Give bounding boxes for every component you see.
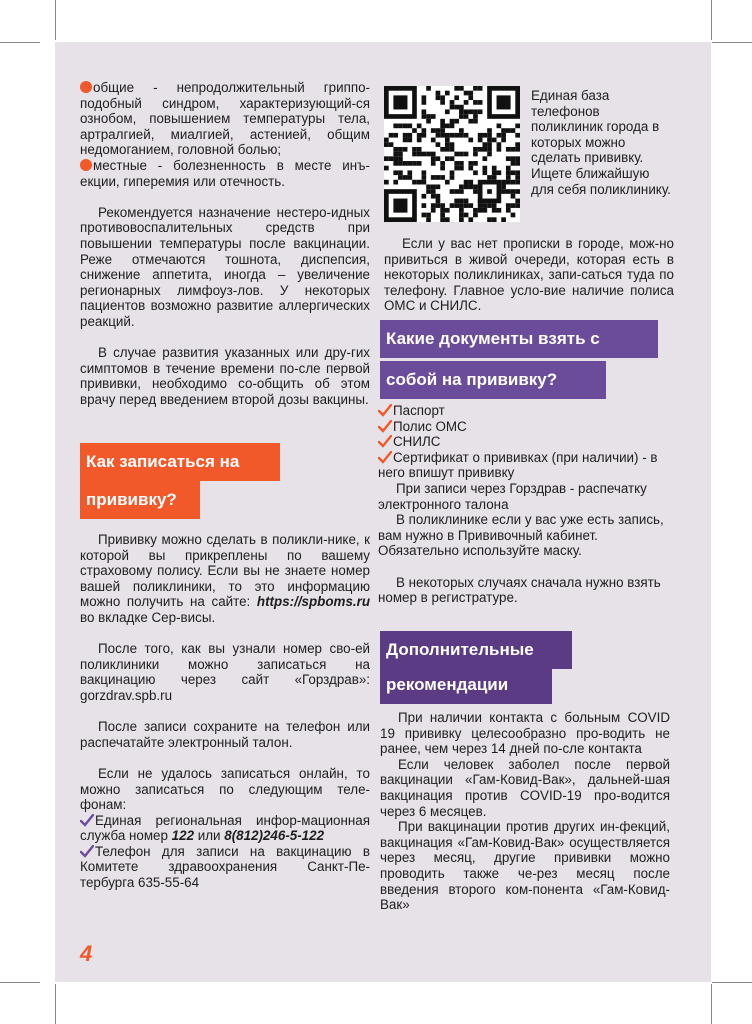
vaccination-room-paragraph: В поликлинике если у вас уже есть запись, вам нужно в Прививочный кабинет. Обязательно используйте маску. — [378, 512, 664, 559]
contact-paragraph: При наличии контакта с больным COVID 19 прививку целесообразно про-водить не ранее, чем через 14 дней по-сле контакта — [380, 710, 670, 757]
doc-passport: Паспорт — [393, 403, 445, 418]
symptoms-paragraph: В случае развития указанных или дру-гих симптомов в течение времени по-сле первой прививки, необходимо со-общить об этом врачу перед введением второй дозы вакцины. — [80, 345, 370, 407]
doc-item — [378, 450, 670, 481]
crop-mark — [711, 984, 712, 1024]
doc-item — [378, 403, 670, 419]
doc-snils: СНИЛС — [393, 434, 441, 450]
heading-documents-line1: Какие документы взять с — [380, 320, 658, 358]
bullet-general — [80, 80, 370, 158]
doc-item — [378, 434, 670, 450]
phone-item-2 — [80, 844, 370, 891]
phone1-text: Единая региональная инфор-мационная служба номер — [80, 812, 370, 844]
qr-caption: Единая база телефонов поликлиник города в которых можно сделать прививку. Ищете ближайшую для себя поликлинику. — [531, 88, 671, 197]
crop-mark — [55, 0, 56, 40]
crop-mark — [712, 982, 752, 983]
bullet-local-text: местные - болезненность в месте инъ-екции, гиперемия или отечность. — [80, 157, 370, 189]
clinic-text: Прививку можно сделать в поликли-нике, к которой вы прикреплены по вашему страховому полису. Если вы не знаете номер вашей поликлиники, то это информацию можно получить на сайте: — [80, 532, 370, 610]
phone2-text: Телефон для записи на вакцинацию в Комитете здравоохранения Санкт-Пе-тербурга 635-55-64 — [80, 843, 370, 891]
check-icon — [80, 814, 94, 827]
check-icon — [378, 404, 392, 417]
phone1-alt-number: 8(812)246-5-122 — [224, 828, 325, 844]
heading-documents-line2: собой на прививку? — [380, 361, 606, 399]
heading-additional-line2: рекомендации — [380, 666, 552, 704]
crop-mark — [711, 0, 712, 40]
check-icon — [378, 435, 392, 448]
bullet-general-text: общие - непродолжительный гриппо-подобный синдром, характеризующий-ся ознобом, повышением температуры тела, артралгией, миалгией, астенией, общим недомоганием, головной болью; — [80, 80, 370, 158]
phone-item-1 — [80, 813, 370, 844]
page-number: 4 — [80, 941, 93, 966]
recommendations — [380, 710, 670, 913]
check-icon — [378, 420, 392, 433]
heading-how-to-book-line2: прививку? — [80, 481, 200, 519]
phones-intro: Если не удалось записаться онлайн, то можно записаться по следующим теле-фонам: — [80, 765, 370, 813]
left-column — [80, 80, 370, 407]
no-registration-paragraph — [384, 236, 674, 314]
phone1-number: 122 — [171, 828, 195, 844]
phone1-or: или — [197, 828, 221, 844]
other-vaccines-paragraph: При вакцинации против других ин-фекций, вакцинация «Гам-Ковид-Вак» осуществляется через месяц, другие прививки можно проводить также че-рез месяц после введения второго ком-понента «Гам-Ковид-Вак» — [380, 819, 670, 913]
doc-certificate: Сертификат о прививках (при наличии) - в него впишут прививку — [378, 449, 658, 481]
doc-item — [378, 419, 670, 435]
heading-additional-line1: Дополнительные — [380, 631, 572, 669]
check-icon — [378, 451, 392, 464]
nsaid-paragraph: Рекомендуется назначение нестеро-идных противовоспалительных средств при повышении температуры после вакцинации. Реже отмечаются тошнота, диспепсия, снижение аппетита, иногда – увеличение регионарных лимфоуз-лов. У некоторых пациентов возможно развитие аллергических реакций. — [80, 204, 370, 329]
heading-how-to-book-line1: Как записаться на — [80, 443, 280, 481]
crop-mark — [55, 984, 56, 1024]
left-column-lower — [80, 532, 370, 891]
bullet-local — [80, 158, 370, 189]
check-icon — [80, 845, 94, 858]
gorzdrav-paragraph: После того, как вы узнали номер сво-ей поликлиники можно записаться на вакцинацию через сайт «Горздрав»: gorzdrav.spb.ru — [80, 641, 370, 703]
no-registration-text: Если у вас нет прописки в городе, мож-но привиться в живой очереди, которая есть в некоторых поликлиниках, запи-саться туда по телефону. Главное усло-вие наличие полиса ОМС и СНИЛС. — [384, 236, 674, 314]
spboms-link[interactable]: https://spboms.ru — [256, 594, 370, 610]
save-ticket-paragraph: После записи сохраните на телефон или распечатайте электронный талон. — [80, 719, 370, 750]
registry-paragraph: В некоторых случаях сначала нужно взять номер в регистратуре. — [378, 574, 661, 606]
gorzdrav-ticket-paragraph: При записи через Горздрав - распечатку электронного талона — [378, 480, 647, 512]
ill-after-first-paragraph: Если человек заболел после первой вакцинации «Гам-Ковид-Вак», дальней-шая вакцинация против COVID-19 про-водится через 6 месяцев. — [380, 756, 670, 819]
bullet-dot-icon — [80, 81, 92, 93]
crop-mark — [712, 42, 752, 43]
clinic-tail: во вкладке Сер-висы. — [80, 609, 216, 625]
crop-mark — [0, 982, 40, 983]
clinic-paragraph — [80, 532, 370, 626]
crop-mark — [0, 42, 40, 43]
doc-oms: Полис ОМС — [393, 418, 467, 434]
bullet-dot-icon — [80, 159, 92, 171]
qr-code-icon — [384, 86, 520, 222]
documents-list — [378, 403, 670, 606]
